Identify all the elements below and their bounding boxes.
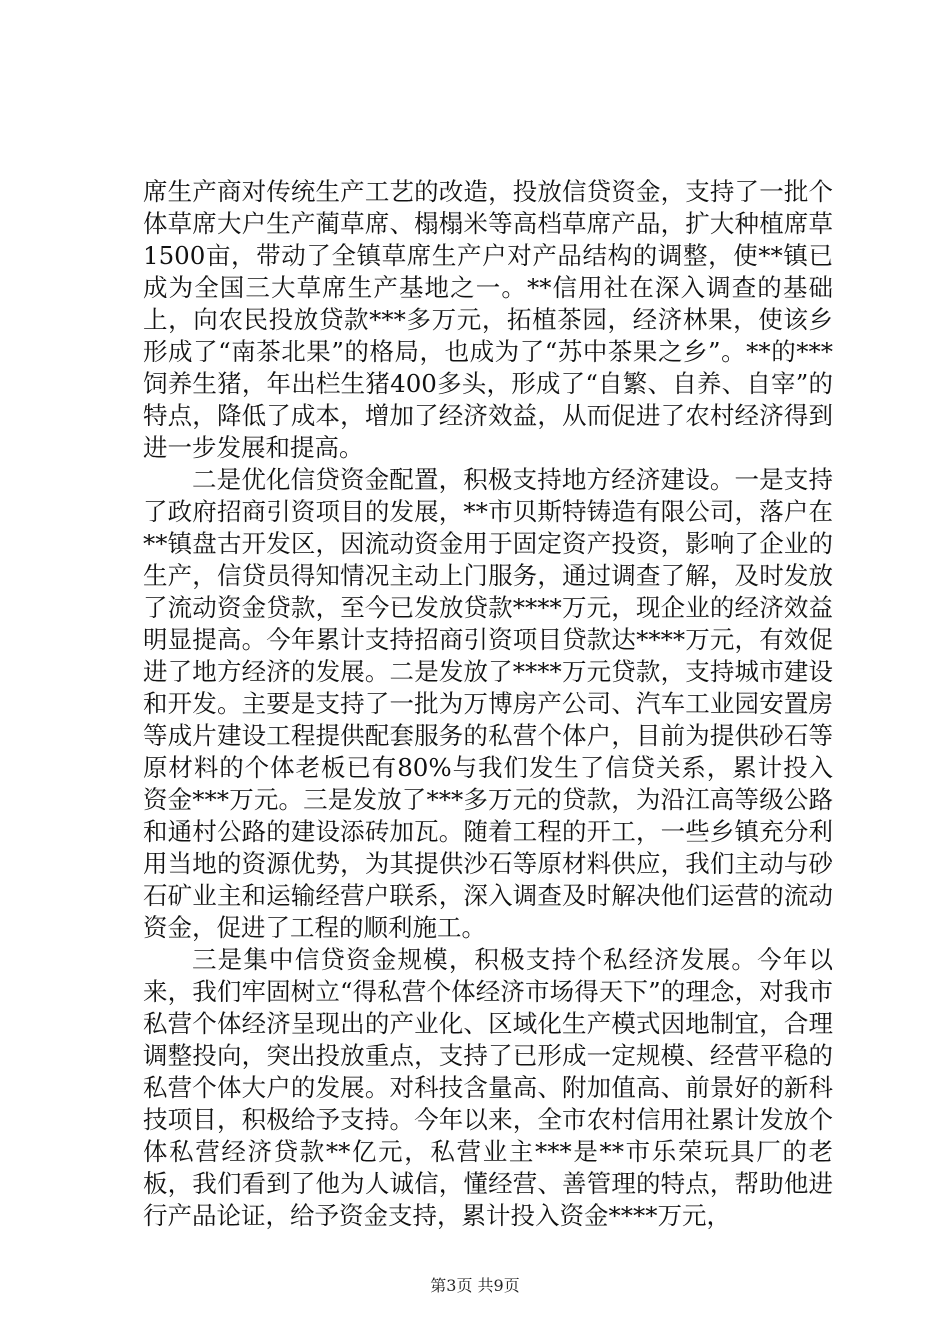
document-body bbox=[143, 176, 833, 1232]
paragraph-continuation: 席生产商对传统生产工艺的改造，投放信贷资金，支持了一批个体草席大户生产蔺草席、榻榻米等高档草席产品，扩大种植席草1500亩，带动了全镇草席生产户对产品结构的调整，使**镇已成为全国三大草席生产基地之一。**信用社在深入调查的基础上，向农民投放贷款***多万元，拓植茶园，经济林果，使该乡形成了“南茶北果”的格局，也成为了“苏中茶果之乡”。**的***饲养生猪，年出栏生猪400多头，形成了“自繁、自养、自宰”的特点，降低了成本，增加了经济效益，从而促进了农村经济得到进一步发展和提高。 bbox=[143, 177, 833, 462]
paragraph-credit-allocation: 二是优化信贷资金配置，积极支持地方经济建设。一是支持了政府招商引资项目的发展，**市贝斯特铸造有限公司，落户在**镇盘古开发区，因流动资金用于固定资产投资，影响了企业的生产，信贷员得知情况主动上门服务，通过调查了解，及时发放了流动资金贷款，至今已发放贷款****万元，现企业的经济效益明显提高。今年累计支持招商引资项目贷款达****万元，有效促进了地方经济的发展。二是发放了****万元贷款，支持城市建设和开发。主要是支持了一批为万博房产公司、汽车工业园安置房等成片建设工程提供配套服务的私营个体户，目前为提供砂石等原材料的个体老板已有80%与我们发生了信贷关系，累计投入资金***万元。三是发放了***多万元的贷款，为沿江高等级公路和通村公路的建设添砖加瓦。随着工程的开工，一些乡镇充分利用当地的资源优势，为其提供沙石等原材料供应，我们主动与砂石矿业主和运输经营户联系，深入调查及时解决他们运营的流动资金，促进了工程的顺利施工。 bbox=[143, 465, 833, 942]
paragraph-private-economy: 三是集中信贷资金规模，积极支持个私经济发展。今年以来，我们牢固树立“得私营个体经济市场得天下”的理念，对我市私营个体经济呈现出的产业化、区域化生产模式因地制宜，合理调整投向，突出投放重点，支持了已形成一定规模、经营平稳的私营个体大户的发展。对科技含量高、附加值高、前景好的新科技项目，积极给予支持。今年以来，全市农村信用社累计发放个体私营经济贷款**亿元，私营业主***是**市乐荣玩具厂的老板，我们看到了他为人诚信，懂经营、善管理的特点，帮助他进行产品论证，给予资金支持，累计投入资金****万元， bbox=[143, 945, 833, 1230]
page-number-footer: 第3页 共9页 bbox=[430, 1276, 520, 1295]
